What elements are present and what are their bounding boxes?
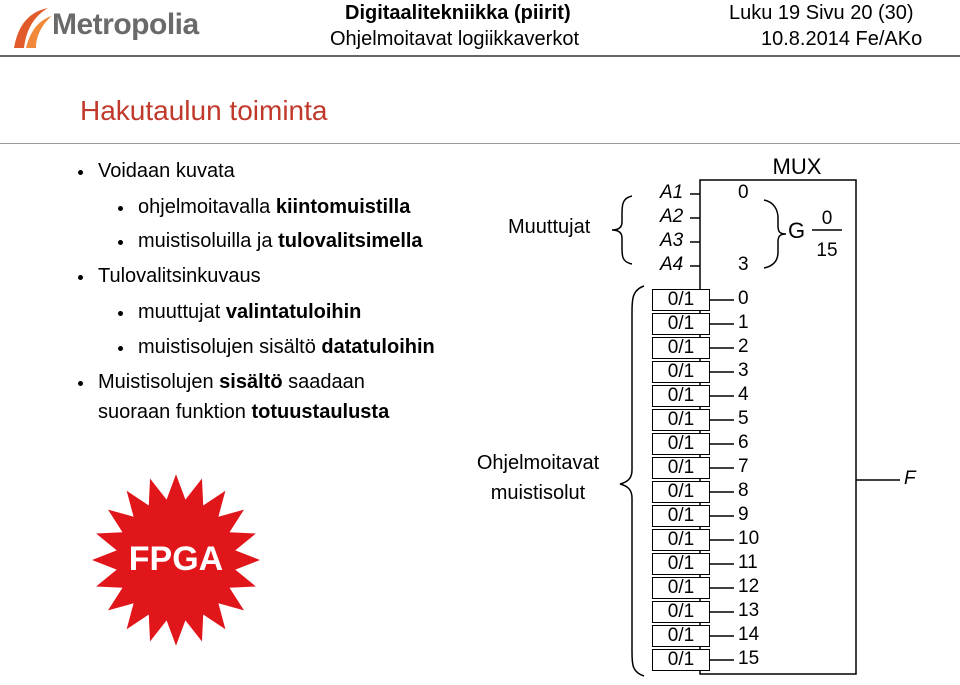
bullet-text-bold: datatuloihin [321, 336, 435, 358]
bullet-text: muistisolujen sisältö [138, 336, 322, 358]
course-topic: Ohjelmoitavat logiikkaverkot [330, 28, 579, 50]
mux-data-index: 11 [738, 552, 758, 573]
memory-cell: 0/1 [652, 529, 710, 551]
bullet-text-bold: tulovalitsimella [278, 230, 423, 252]
logo-text: Metropolia [52, 8, 199, 41]
g-label: G [788, 218, 806, 243]
select-range-bottom: 3 [738, 254, 749, 275]
slide-title: Hakutaulun toiminta [80, 95, 328, 126]
memory-cell: 0/1 [652, 457, 710, 479]
memory-cells-label-line2: muistisolut [490, 482, 586, 504]
cells-brace-icon [620, 286, 644, 676]
bullet-text: Voidaan kuvata [98, 160, 235, 182]
mux-data-index: 12 [738, 576, 760, 597]
mux-data-index: 8 [738, 480, 749, 501]
bullet-text: muistisoluilla ja [138, 230, 279, 252]
mux-data-index: 2 [738, 336, 749, 357]
memory-cell: 0/1 [652, 337, 710, 359]
memory-cell: 0/1 [652, 601, 710, 623]
page-info: Luku 19 Sivu 20 (30) [729, 2, 914, 24]
bullet-text: Tulovalitsinkuvaus [98, 265, 261, 287]
memory-cell: 0/1 [652, 553, 710, 575]
date-author: 10.8.2014 Fe/AKo [761, 28, 923, 50]
mux-data-index: 14 [738, 624, 760, 645]
variables-brace-icon [612, 196, 632, 264]
bullet-text-bold: sisältö [219, 371, 283, 393]
memory-cell: 0/1 [652, 505, 710, 527]
bullet-text-bold: kiintomuistilla [275, 196, 411, 218]
memory-cell: 0/1 [652, 433, 710, 455]
mux-data-index: 3 [738, 360, 749, 381]
bullet-text: Muistisolujen [98, 371, 220, 393]
memory-cell: 0/1 [652, 481, 710, 503]
memory-cell: 0/1 [652, 361, 710, 383]
mux-label: MUX [772, 154, 822, 179]
bullet-text: saadaan [282, 371, 365, 393]
select-brace-icon [764, 200, 786, 268]
mux-data-index: 10 [738, 528, 760, 549]
mux-data-index: 9 [738, 504, 749, 525]
memory-cell: 0/1 [652, 313, 710, 335]
memory-cells-label-line1: Ohjelmoitavat [476, 452, 600, 474]
memory-cell: 0/1 [652, 577, 710, 599]
g-top: 0 [821, 208, 833, 229]
input-a4: A4 [660, 254, 684, 275]
select-range-top: 0 [738, 182, 749, 203]
input-a2: A2 [660, 206, 684, 227]
memory-cell: 0/1 [652, 289, 710, 311]
mux-data-index: 13 [738, 600, 760, 621]
mux-data-index: 6 [738, 432, 749, 453]
mux-data-index: 0 [738, 288, 749, 309]
memory-cell: 0/1 [652, 649, 710, 671]
bullet-text: ohjelmoitavalla [138, 196, 276, 218]
input-a1: A1 [660, 182, 684, 203]
mux-data-index: 4 [738, 384, 749, 405]
fpga-badge-text: FPGA [128, 540, 224, 578]
output-f: F [904, 468, 916, 489]
g-bottom: 15 [816, 240, 838, 261]
variables-label: Muuttujat [508, 216, 591, 238]
memory-cell: 0/1 [652, 625, 710, 647]
bullet-text: suoraan funktion [98, 401, 252, 423]
bullet-text-bold: totuustaulusta [251, 401, 390, 423]
bullet-text: muuttujat [138, 301, 226, 323]
bullet-text-bold: valintatuloihin [225, 301, 362, 323]
course-title: Digitaalitekniikka (piirit) [345, 2, 571, 24]
mux-data-index: 15 [738, 648, 760, 669]
input-a3: A3 [660, 230, 684, 251]
memory-cell: 0/1 [652, 409, 710, 431]
mux-data-index: 5 [738, 408, 749, 429]
memory-cell: 0/1 [652, 385, 710, 407]
mux-data-index: 7 [738, 456, 749, 477]
mux-data-index: 1 [738, 312, 749, 333]
